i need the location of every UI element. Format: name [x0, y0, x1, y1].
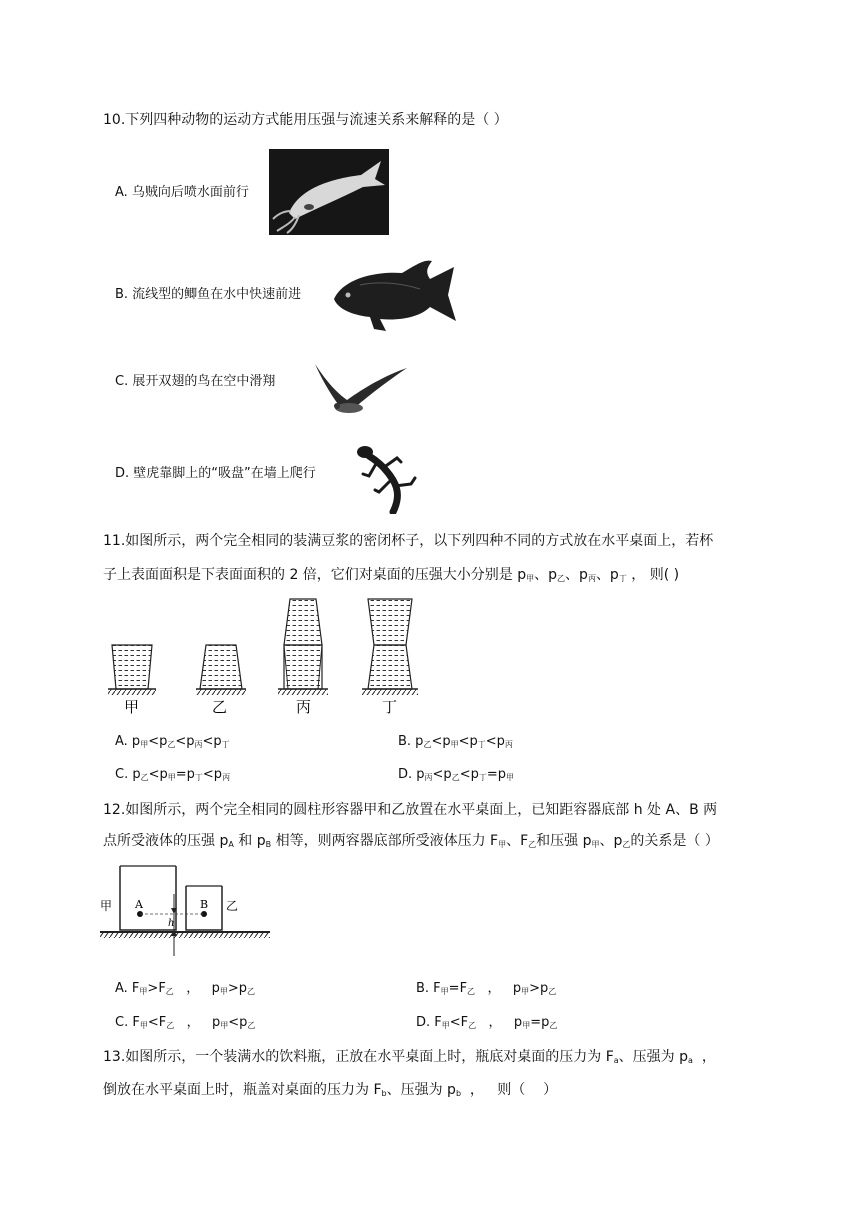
- cup-label-yi: 乙: [212, 698, 228, 716]
- q11-stem-line2: 子上表面面积是下表面面积的 2 倍，它们对桌面的压强大小分别是 $p_甲$、$p_乙$、$p_丙$、$p_丁$ ， 则( ): [103, 567, 680, 583]
- q10-option-a: A. 乌贼向后喷水面前行: [115, 185, 249, 200]
- q11-option-d: D. $p_丙<p_乙<p_丁=p_甲$: [398, 767, 514, 782]
- bird-photo-icon: [313, 360, 409, 418]
- q12-option-d: D. $F_甲<F_乙$ ， $p_甲=p_乙$: [416, 1015, 558, 1030]
- q12-stem-line1: 12.如图所示，两个完全相同的圆柱形容器甲和乙放置在水平桌面上，已知距容器底部 h 处 A、B 两: [103, 802, 718, 818]
- gecko-photo-icon: [353, 440, 419, 514]
- squid-photo-icon: [269, 149, 389, 235]
- q10-option-c: C. 展开双翅的鸟在空中滑翔: [115, 374, 276, 389]
- cup-ding: [362, 599, 418, 695]
- q11-cups-figure: [100, 593, 440, 716]
- q11-stem-line1: 11.如图所示，两个完全相同的装满豆浆的密闭杯子，以下列四种不同的方式放在水平桌面上，若杯: [103, 533, 714, 549]
- cup-label-ding: 丁: [382, 698, 398, 716]
- q11-option-a: A. $p_甲<p_乙<p_丙<p_丁$: [115, 734, 230, 749]
- carp-photo-icon: [330, 255, 460, 333]
- q11-option-c: C. $p_乙<p_甲=p_丁<p_丙$: [115, 767, 231, 782]
- q13-stem-line1: 13.如图所示，一个装满水的饮料瓶，正放在水平桌面上时，瓶底对桌面的压力为 $F_a$、压强为 $p_a$ ，: [103, 1049, 716, 1065]
- cup-label-bing: 丙: [296, 698, 312, 716]
- cup-label-jia: 甲: [124, 698, 140, 716]
- q11-option-b: B. $p_乙<p_甲<p_丁<p_丙$: [398, 734, 513, 749]
- q12-containers-figure: [100, 860, 270, 960]
- q12-stem-line2: 点所受液体的压强 $p_A$ 和 $p_B$ 相等，则两容器底部所受液体压力 $F_甲$、$F_乙$和压强 $p_甲$、$p_乙$的关系是（ ）: [103, 833, 719, 849]
- height-label-h: h: [168, 918, 175, 929]
- q10-option-b: B. 流线型的鲫鱼在水中快速前进: [115, 287, 302, 302]
- container-label-jia: 甲: [100, 899, 113, 913]
- point-label-a: A: [135, 898, 143, 911]
- q12-option-c: C. $F_甲<F_乙$ ， $p_甲<p_乙$: [115, 1015, 256, 1030]
- cup-jia: [108, 645, 156, 695]
- q10-stem: 10.下列四种动物的运动方式能用压强与流速关系来解释的是（ ）: [103, 112, 508, 128]
- q12-option-b: B. $F_甲=F_乙$ ， $p_甲>p_乙$: [416, 981, 557, 996]
- cup-yi: [196, 645, 246, 695]
- q12-option-a: A. $F_甲>F_乙$ ， $p_甲>p_乙$: [115, 981, 255, 996]
- q10-option-d: D. 壁虎靠脚上的“吸盘”在墙上爬行: [115, 466, 316, 481]
- point-label-b: B: [200, 898, 209, 911]
- q13-stem-line2: 倒放在水平桌面上时，瓶盖对桌面的压力为 $F_b$、压强为 $p_b$ ， 则（ ）: [103, 1082, 558, 1098]
- container-label-yi: 乙: [226, 899, 239, 913]
- cup-bing: [278, 599, 328, 695]
